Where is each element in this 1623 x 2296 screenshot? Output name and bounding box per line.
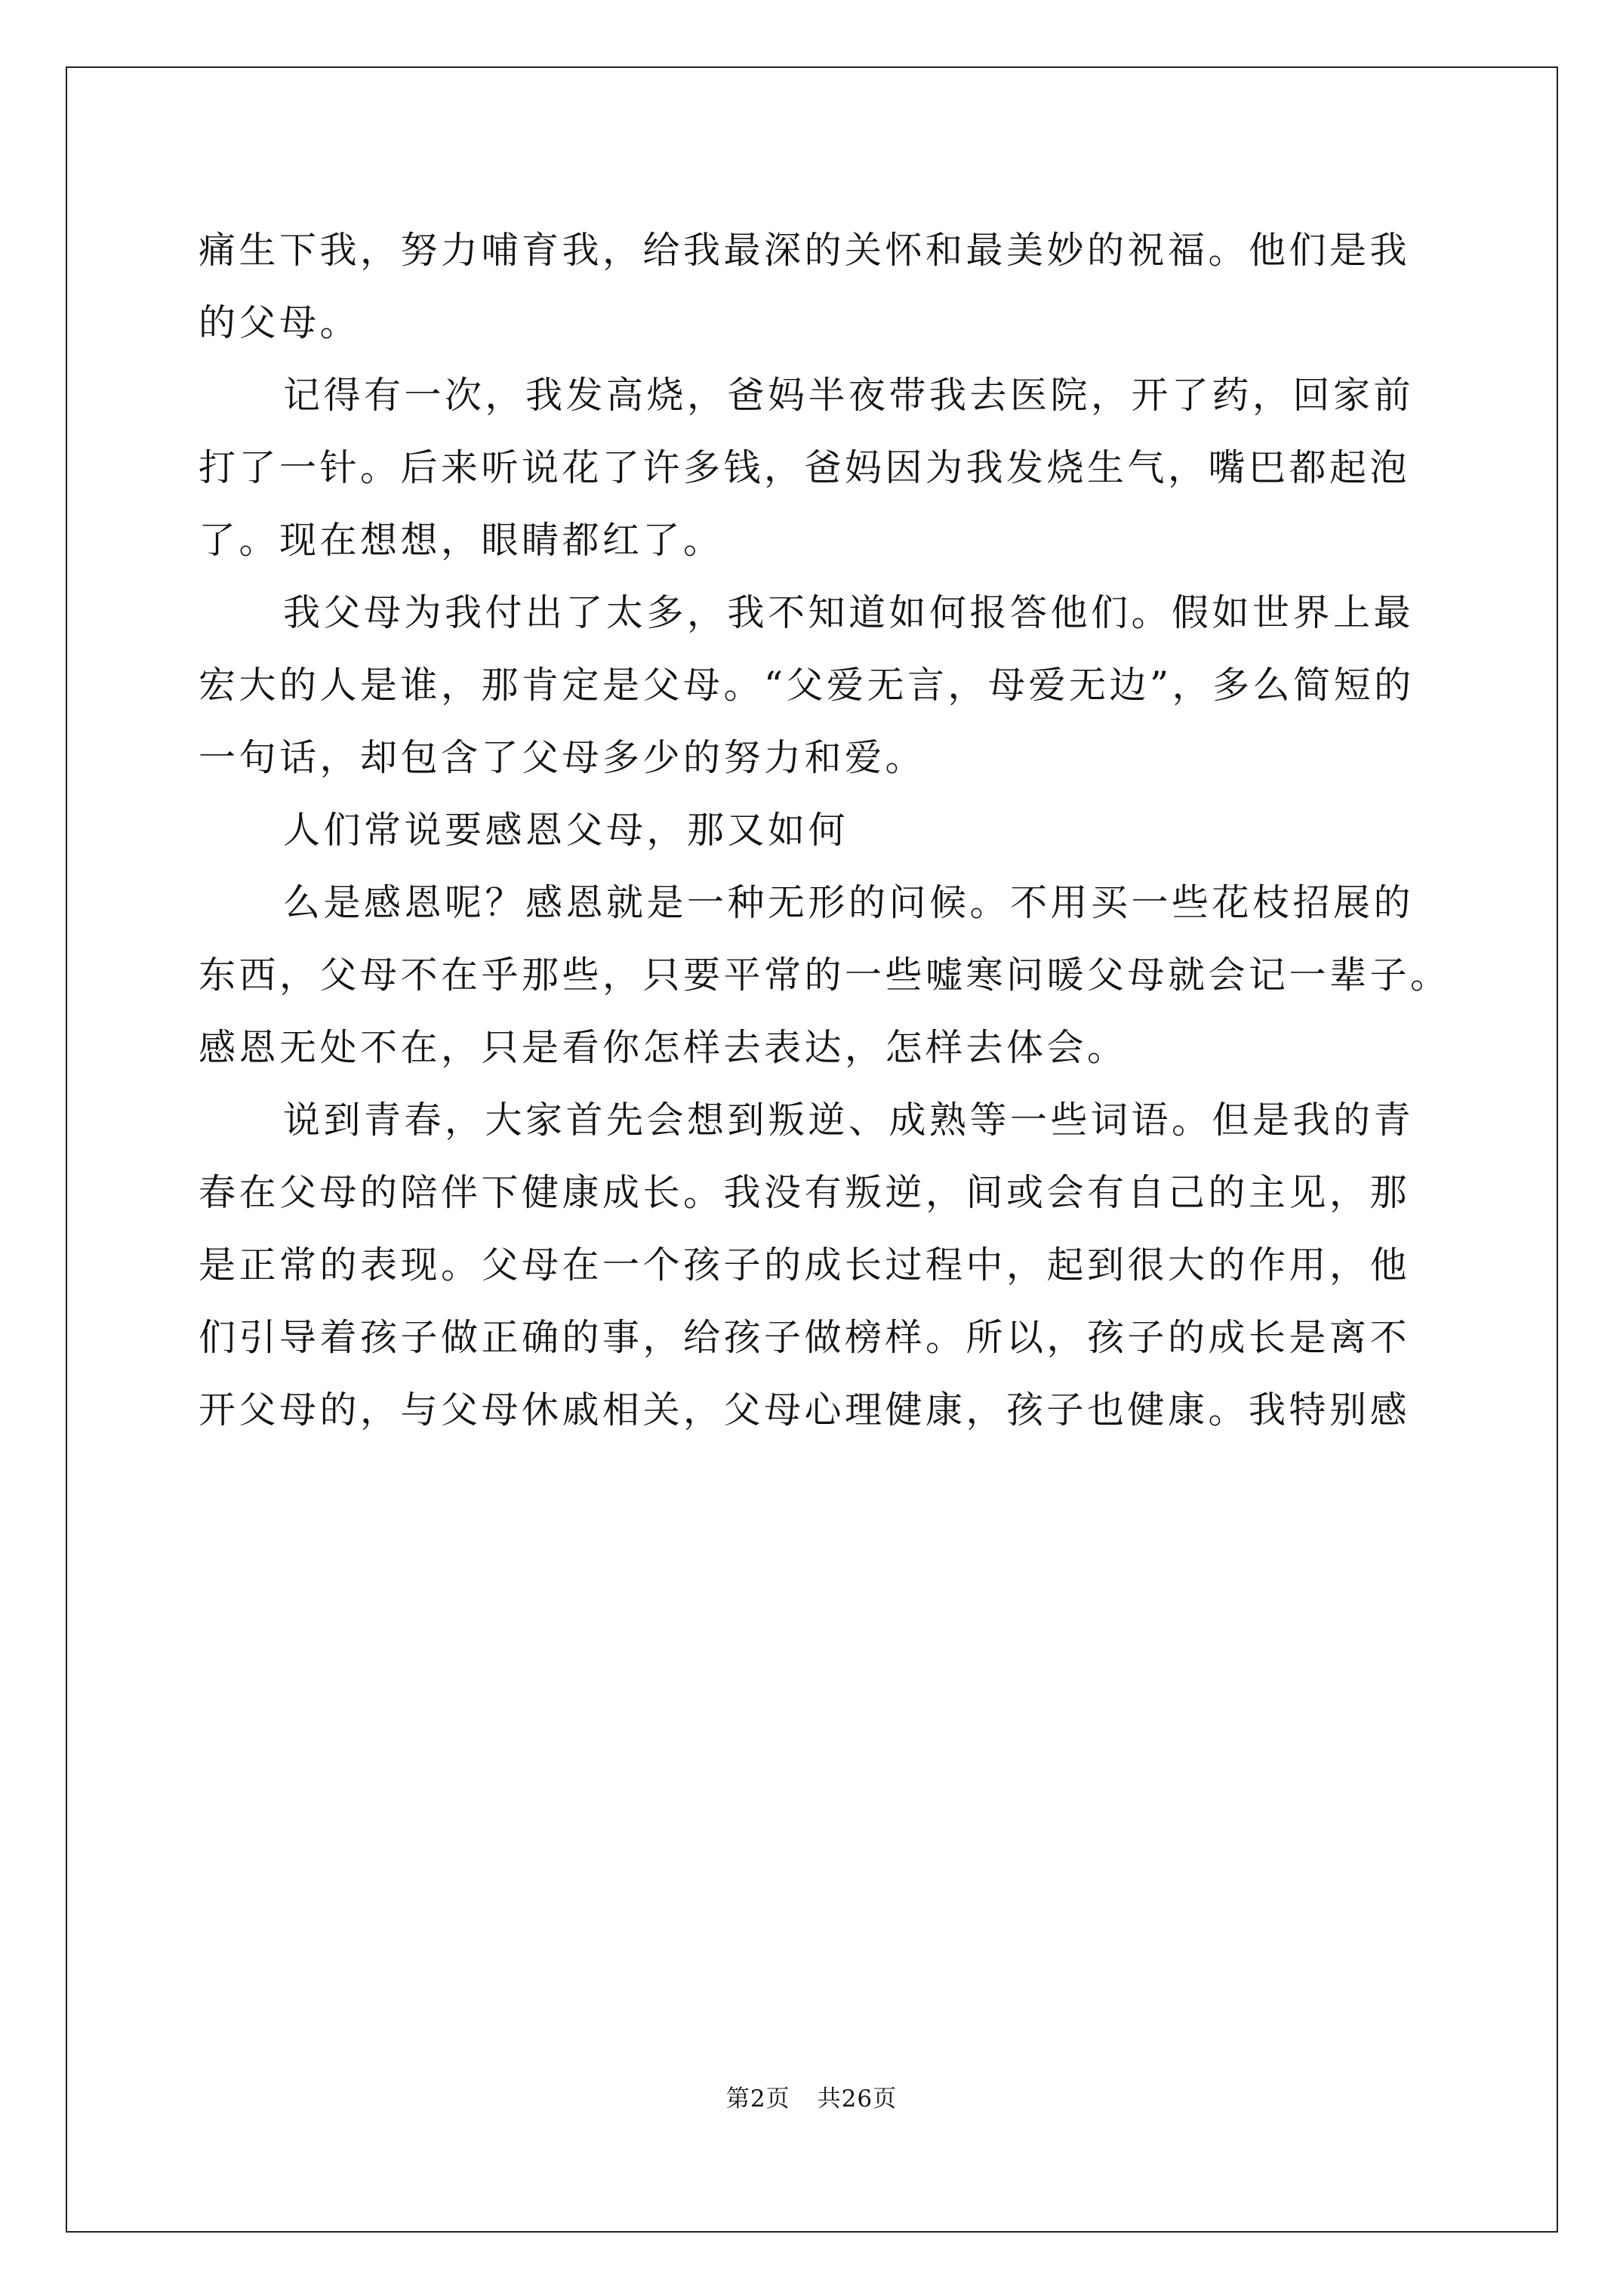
page-count: 共26页 [817, 2085, 898, 2113]
text-line: 打了一针。后来听说花了许多钱，爸妈因为我发烧生气，嘴巴都起泡 [199, 446, 1411, 489]
text-line: 东西，父母不在乎那些，只要平常的一些嘘寒问暖父母就会记一辈子。 [199, 954, 1451, 997]
text-line: 人们常说要感恩父母，那又如何 [283, 809, 849, 852]
text-line: 的父母。 [199, 301, 361, 344]
text-line: 了。现在想想，眼睛都红了。 [199, 519, 724, 562]
text-line: 痛生下我，努力哺育我，给我最深的关怀和最美妙的祝福。他们是我 [199, 229, 1411, 272]
page-number: 第2页 [725, 2085, 790, 2113]
page-footer [0, 2084, 1623, 2114]
document-body [199, 214, 1451, 1447]
text-line: 记得有一次，我发高烧，爸妈半夜带我去医院，开了药，回家前 [283, 374, 1415, 417]
text-line: 们引导着孩子做正确的事，给孩子做榜样。所以，孩子的成长是离不 [199, 1316, 1411, 1359]
text-line: 春在父母的陪伴下健康成长。我没有叛逆，间或会有自己的主见，那 [199, 1171, 1411, 1214]
text-line: 是正常的表现。父母在一个孩子的成长过程中，起到很大的作用，他 [199, 1244, 1411, 1287]
text-line: 么是感恩呢？感恩就是一种无形的问候。不用买一些花枝招展的 [283, 881, 1415, 924]
text-line: 说到青春，大家首先会想到叛逆、成熟等一些词语。但是我的青 [283, 1099, 1415, 1142]
text-line: 一句话，却包含了父母多少的努力和爱。 [199, 736, 926, 779]
text-line: 我父母为我付出了太多，我不知道如何报答他们。假如世界上最 [283, 591, 1415, 634]
text-line: 感恩无处不在，只是看你怎样去表达，怎样去体会。 [199, 1026, 1128, 1069]
text-line: 开父母的，与父母休戚相关，父母心理健康，孩子也健康。我特别感 [199, 1388, 1411, 1432]
text-line: 宏大的人是谁，那肯定是父母。“父爱无言，母爱无边”，多么简短的 [199, 664, 1415, 707]
